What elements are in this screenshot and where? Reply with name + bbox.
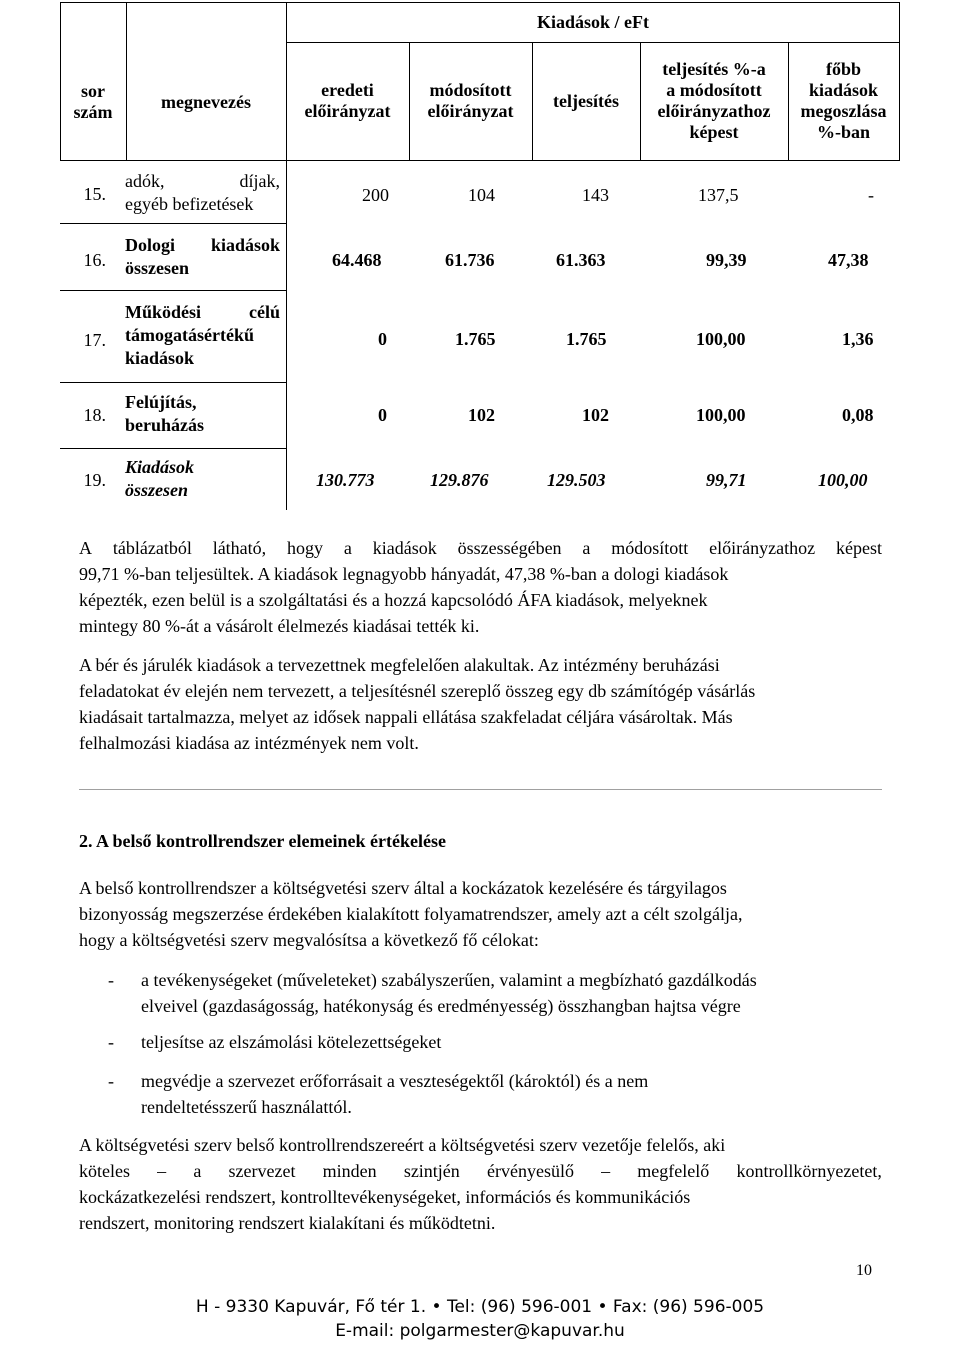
megoszlas-value: 47,38: [828, 250, 869, 270]
header-modositott: módosított előirányzat: [427, 80, 514, 121]
row-name: adók, díjak, egyéb befizetések: [125, 171, 280, 214]
text-line: A bér és járulék kiadások a tervezettnek megfelelően alakultak. Az intézmény beruházási: [79, 655, 720, 675]
pct-value: 137,5: [698, 185, 739, 205]
text-line: kockázatkezelési rendszert, kontrolltevékenységeket, információs és kommunikációs: [79, 1187, 691, 1207]
row-number: 17.: [83, 330, 106, 350]
row-name: Kiadások összesen: [125, 457, 195, 500]
row-number: 19.: [83, 470, 106, 490]
group-header: Kiadások / eFt: [536, 11, 649, 32]
megoszlas-value: 1,36: [842, 329, 874, 349]
pct-value: 99,39: [706, 250, 747, 270]
list-item: - teljesítse az elszámolási kötelezettségeket: [79, 1029, 882, 1055]
pct-value: 100,00: [696, 405, 746, 425]
footer-email: E-mail: polgarmester@kapuvar.hu: [335, 1321, 625, 1341]
header-teljesites-pct: teljesítés %-a a módosított előirányzathoz képest: [657, 59, 771, 142]
text-line: 99,71 %-ban teljesültek. A kiadások legnagyobb hányadát, 47,38 %-ban a dologi kiadások: [79, 564, 729, 584]
modositott-value: 104: [468, 185, 495, 205]
row-number: 16.: [83, 250, 106, 270]
row-number: 15.: [83, 184, 106, 204]
bullet-dash: -: [108, 970, 114, 990]
text-line: mintegy 80 %-át a vásárolt élelmezés kiadásai tették ki.: [79, 616, 480, 636]
bullet-dash: -: [108, 1032, 114, 1052]
pct-value: 99,71: [706, 470, 747, 490]
header-eredeti: eredeti előirányzat: [304, 80, 391, 121]
modositott-value: 61.736: [445, 250, 495, 270]
teljesites-value: 143: [582, 185, 609, 205]
paragraph-responsibility: [79, 1132, 882, 1236]
header-megnevezes: megnevezés: [161, 91, 251, 112]
bullet-dash: -: [108, 1071, 114, 1091]
pct-value: 100,00: [696, 329, 746, 349]
text-line: A belső kontrollrendszer a költségvetési szerv által a kockázatok kezelésére és tárgyilagos: [79, 878, 727, 898]
section-heading: 2. A belső kontrollrendszer elemeinek értékelése: [79, 831, 446, 851]
megoszlas-value: 100,00: [818, 470, 868, 490]
header-megoszlas: főbb kiadások megoszlása %-ban: [800, 59, 887, 142]
text-line: feladatokat év elején nem tervezett, a teljesítésnél szereplő összeg egy db számítógép vásárlás: [79, 681, 756, 701]
text-line: hogy a költségvetési szerv megvalósítsa a következő fő célokat:: [79, 930, 539, 950]
teljesites-value: 61.363: [556, 250, 606, 270]
list-item: - megvédje a szervezet erőforrásait a veszteségektől (károktól) és a nem rendeltetésszerű használattól.: [79, 1068, 882, 1120]
text-line: bizonyosság megszerzése érdekében kialakított folyamatrendszer, amely azt a célt szolgálja,: [79, 904, 743, 924]
teljesites-value: 129.503: [547, 470, 606, 490]
paragraph-summary: [79, 535, 882, 639]
row-number: 18.: [83, 405, 106, 425]
eredeti-value: 0: [378, 405, 387, 425]
eredeti-value: 200: [362, 185, 389, 205]
header-sor-szam: sor szám: [73, 81, 113, 122]
megoszlas-value: 0,08: [842, 405, 874, 425]
eredeti-value: 130.773: [316, 470, 375, 490]
paragraph-wages: [79, 652, 882, 756]
teljesites-value: 102: [582, 405, 609, 425]
text-line: felhalmozási kiadása az intézmények nem volt.: [79, 733, 419, 753]
list-item: - a tevékenységeket (műveleteket) szabályszerűen, valamint a megbízható gazdálkodás elveivel (gazdaságosság, hatékonyság és eredményesség) összhangban hajtsa végre: [79, 967, 882, 1019]
text-line: kiadásait tartalmazza, melyet az idősek nappali ellátása szakfeladat céljára vásároltak. Más: [79, 707, 733, 727]
expenditure-table: [60, 2, 900, 510]
text-line: képezték, ezen belül is a szolgáltatási és a hozzá kapcsolódó ÁFA kiadások, melyeknek: [79, 590, 708, 610]
modositott-value: 129.876: [430, 470, 489, 490]
text-line: köteles – a szervezet minden szintjén érvényesülő – megfelelő kontrollkörnyezetet,: [79, 1161, 882, 1181]
footer-address: H - 9330 Kapuvár, Fő tér 1. • Tel: (96) 596-001 • Fax: (96) 596-005: [195, 1297, 765, 1317]
text-line: rendszert, monitoring rendszert kialakítani és működtetni.: [79, 1213, 496, 1233]
text-line: A költségvetési szerv belső kontrollrendszereért a költségvetési szerv vezetője felelős, aki: [79, 1135, 726, 1155]
page-number: 10: [856, 1262, 872, 1279]
eredeti-value: 64.468: [332, 250, 382, 270]
row-name: Dologi kiadások összesen: [125, 235, 280, 278]
modositott-value: 1.765: [455, 329, 496, 349]
paragraph-control-system: [79, 875, 882, 953]
modositott-value: 102: [468, 405, 495, 425]
row-name: Működési célú támogatásértékű kiadások: [125, 302, 280, 368]
eredeti-value: 0: [378, 329, 387, 349]
teljesites-value: 1.765: [566, 329, 607, 349]
header-teljesites: teljesítés: [553, 90, 619, 111]
row-name: Felújítás, beruházás: [125, 392, 205, 435]
text-line: A táblázatból látható, hogy a kiadások összességében a módosított előirányzathoz képest: [79, 538, 882, 558]
section-divider: [79, 789, 882, 790]
megoszlas-value: -: [868, 185, 874, 205]
